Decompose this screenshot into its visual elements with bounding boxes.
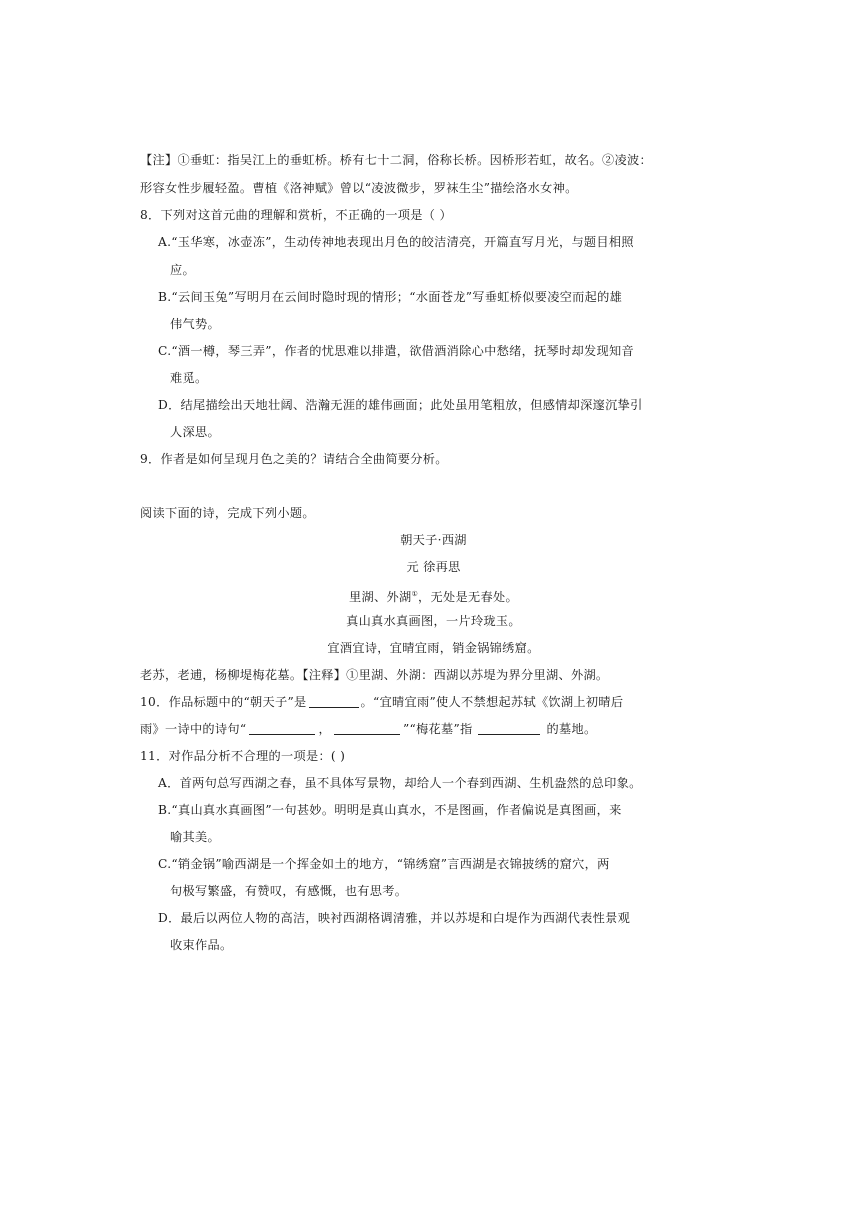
poem-author: 元 徐再思: [406, 560, 461, 574]
question-10-text-3: 雨》一诗中的诗句“: [140, 722, 247, 736]
question-8-option-b: B.“云间玉兔”写明月在云间时隐时现的情形；“水面苍龙”写垂虹桥似要凌空而起的雄: [158, 290, 623, 304]
note-line-1: 【注】①垂虹：指吴江上的垂虹桥。桥有七十二洞，俗称长桥。因桥形若虹，故名。②凌波：: [140, 153, 652, 167]
question-10-text-1: 10．作品标题中的“朝天子”是: [140, 695, 307, 709]
question-8-stem: 8．下列对这首元曲的理解和赏析，不正确的一项是（ ）: [140, 208, 452, 222]
note-line-2: 形容女性步履轻盈。曹植《洛神赋》曾以“凌波微步，罗袜生尘”描绘洛水女神。: [140, 181, 578, 195]
question-10-text-2: 。“宜晴宜雨”使人不禁想起苏轼《饮湖上初晴后: [360, 695, 624, 709]
question-11-option-c-cont: 句极写繁盛，有赞叹，有感慨，也有思考。: [170, 884, 408, 898]
question-11-option-c: C.“销金锅”喻西湖是一个挥金如土的地方，“锦绣窟”言西湖是衣锦披绣的窟穴，两: [158, 857, 610, 871]
question-9-stem: 9．作者是如何呈现月色之美的？请结合全曲简要分析。: [140, 452, 448, 466]
question-8-option-c: C.“酒一樽，琴三弄”，作者的忧思难以排遣，欲借酒消除心中愁绪，抚琴时却发现知音: [158, 344, 634, 358]
question-10-text-4: ，: [318, 722, 331, 736]
poem-line-2: 真山真水真画图，一片玲珑玉。: [346, 614, 521, 628]
answer-blank-3[interactable]: [334, 722, 400, 735]
question-10-text-6: 的墓地。: [546, 722, 597, 736]
question-11-option-b-cont: 喻其美。: [170, 830, 220, 844]
poem-line-1-text-b: ，无处是无春处。: [418, 590, 518, 605]
question-8-option-c-cont: 难觅。: [170, 371, 208, 385]
question-10-line-2: [140, 721, 596, 737]
question-11-option-d: D．最后以两位人物的高洁，映衬西湖格调清雅，并以苏堤和白堤作为西湖代表性景观: [158, 911, 631, 925]
question-8-option-d: D．结尾描绘出天地壮阔、浩瀚无涯的雄伟画面；此处虽用笔粗放，但感情却深邃沉挚引: [158, 398, 643, 412]
question-11-stem: 11．对作品分析不合理的一项是：( ): [140, 749, 346, 763]
poem-title: 朝天子·西湖: [400, 533, 467, 547]
reading-intro: 阅读下面的诗，完成下列小题。: [140, 506, 315, 520]
poem-line-4-with-note: 老苏，老逋，杨柳堤梅花墓。【注释】①里湖、外湖：西湖以苏堤为界分里湖、外湖。: [140, 668, 609, 682]
question-8-option-a-cont: 应。: [170, 263, 195, 277]
answer-blank-2[interactable]: [249, 722, 315, 735]
question-11-option-b: B.“真山真水真画图”一句甚妙。明明是真山真水，不是图画，作者偏说是真图画，来: [158, 803, 622, 817]
poem-line-1-text: 里湖、外湖: [349, 590, 412, 605]
question-11-option-a: A．首两句总写西湖之春，虽不具体写景物，却给人一个春到西湖、生机盎然的总印象。: [158, 776, 642, 790]
question-8-option-a: A.“玉华寒，冰壶冻”，生动传神地表现出月色的皎洁清亮，开篇直写月光，与题目相照: [158, 235, 634, 249]
question-8-option-d-cont: 人深思。: [170, 425, 220, 439]
question-10-text-5: ”“梅花墓”指: [402, 722, 473, 736]
question-10-line-1: [140, 694, 623, 710]
poem-line-3: 宜酒宜诗，宜晴宜雨，销金锅锦绣窟。: [327, 641, 540, 655]
question-8-option-b-cont: 伟气势。: [170, 317, 220, 331]
footnote-marker: ①: [411, 590, 419, 598]
answer-blank-4[interactable]: [478, 722, 540, 735]
question-11-option-d-cont: 收束作品。: [170, 938, 233, 952]
poem-line-1: [0, 586, 867, 605]
answer-blank-1[interactable]: [309, 695, 359, 708]
